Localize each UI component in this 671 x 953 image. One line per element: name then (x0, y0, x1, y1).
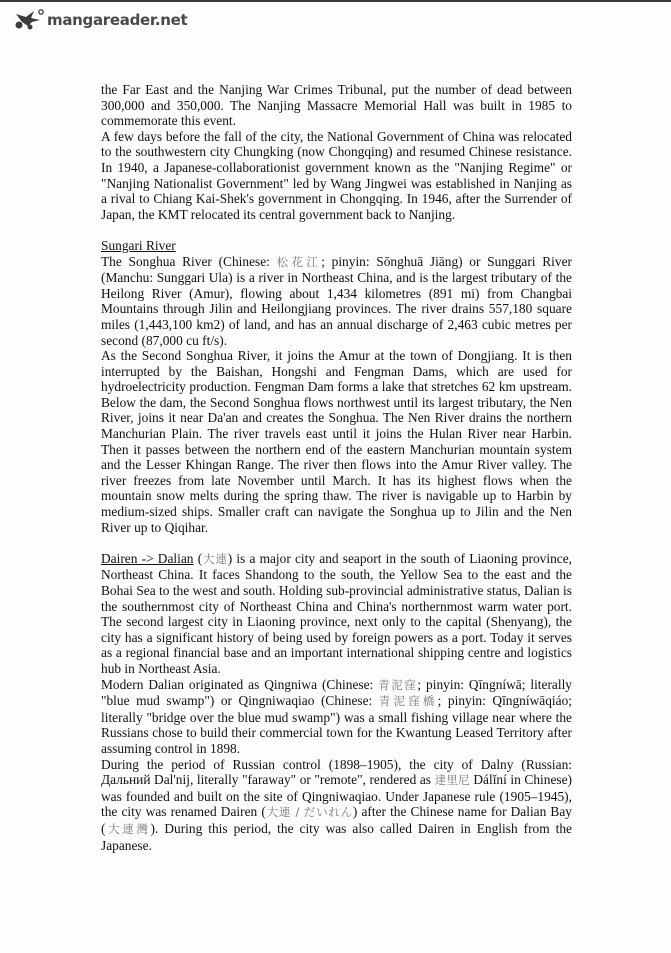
paragraph-second-songhua: As the Second Songhua River, it joins the Amur at the town of Dongjiang. It is then interrupted by the Baishan, Hongshi and Fengman Dams, which are used for hydroelectricity production. Fengman Dam forms a lake that stretches 62 km upstream. Below the dam, the Second Songhua flows northwest until its largest tributary, the Nen River, joins it near Da'an and creates the Songhua. The Nen River drains the northern Manchurian Plain. The river travels east until it joins the Hulan River near Harbin. Then it passes between the northern end of the eastern Manchurian mountain system and the Lesser Khingan Range. The river then flows into the Amur River valley. The river freezes from late November until March. It has its highest flows when the mountain snow melts during the spring thaw. The river is navigable up to Harbin by medium-sized ships. Smaller craft can navigate the Songhua up to Jilin and the Nen River up to Qiqihar. (101, 348, 572, 535)
chinese-text: 大連 / だいれん (265, 805, 353, 820)
section-heading-sungari: Sungari River (101, 237, 176, 253)
text-span: ) after the Chinese name for Dalian Bay ( (101, 804, 573, 836)
site-name: mangareader.net (47, 11, 188, 29)
paragraph-gap (101, 535, 572, 551)
text-span: ( (193, 550, 203, 566)
text-span: Dálǐní in Chinese) was founded and built on the site of Qingniwaqiao. Under Japanese rule (1905–1945), the city was renamed Dairen ( (101, 772, 573, 820)
text-span: ; pinyin: Sōnghuā Jiāng) or Sunggari River (Manchu: Sunggari Ula) is a river in Northeast China, and is the largest tributary of the Heilong River (Amur), flowing about 1,434 kilometres (891 mi) from Changbai Mountains through Jilin and Heilongjiang provinces. The river drains 557,180 square miles (1,443,100 km2) of land, and has an annual discharge of 2,463 cubic metres per second (87,000 cu ft/s). (101, 253, 572, 348)
text-span: ) is a major city and seaport in the south of Liaoning province, Northeast China. It faces Shandong to the south, the Yellow Sea to the east and the Bohai Sea to the west and south. Holding sub-provincial administrative status, Dalian is the southernmost city of Northeast China and China's northernmost warm water port. The second largest city in Liaoning province, next only to the capital (Shenyang), the city has a significant history of being used by foreign powers as a port. Today it serves as a regional financial base and an important international shipping centre and logistics hub in Northeast Asia. (101, 550, 573, 676)
chinese-text: 松花江 (276, 254, 322, 269)
chinese-text: 大連 (202, 551, 228, 566)
paragraph-dalian-russian-japanese (101, 757, 572, 854)
text-span: Modern Dalian originated as Qingniwa (Chinese: (101, 676, 379, 692)
text-span: ; pinyin: Qīngníwāqiáo; literally "bridge over the blue mud swamp") was a small fishing village near where the Russians chose to build their commercial town for the Kwantung Leased Territory after assuming control in 1898. (101, 693, 572, 756)
paragraph-dalian-origin (101, 677, 572, 757)
paragraph-dalian-overview (101, 551, 572, 677)
text-span: The Songhua River (Chinese: (101, 253, 277, 269)
text-span: ). During this period, the city was also called Dairen in English from the Japanese. (101, 820, 573, 853)
paragraph-nanjing-casualties: the Far East and the Nanjing War Crimes Tribunal, put the number of dead between 300,000 and 350,000. The Nanjing Massacre Memorial Hall was built in 1985 to commemorate this event. (101, 82, 572, 129)
site-logo[interactable] (14, 7, 187, 31)
text-span: ; pinyin: Qīngníwā; literally "blue mud swamp") or Qingniwaqiao (Chinese: (101, 676, 573, 709)
paragraph-gap (101, 222, 572, 238)
mangareader-logo-icon (14, 8, 46, 30)
chinese-text: 大連灣 (105, 821, 151, 836)
text-span: During the period of Russian control (1898–1905), the city of Dalny (Russian: Дальний Dal'nij, literally "faraway" or "remote", rendered as (101, 756, 572, 788)
paragraph-nanjing-relocation: A few days before the fall of the city, the National Government of China was relocated to the southwestern city Chungking (now Chongqing) and resumed Chinese resistance. In 1940, a Japanese-collaborationist government known as the "Nanjing Regime" or "Nanjing Nationalist Government" led by Wang Jingwei was established in Nanjing as a rival to Chiang Kai-Shek's government in Chongqing. In 1946, after the Surrender of Japan, the KMT relocated its central government back to Nanjing. (101, 128, 572, 222)
chinese-text: 達里尼 (434, 773, 470, 788)
paragraph-songhua-overview (101, 254, 572, 349)
chinese-text: 青泥窪 (378, 677, 418, 692)
chinese-text: 青泥窪橋 (378, 694, 438, 709)
section-heading-dalian: Dairen -> Dalian (101, 550, 194, 566)
document-page (101, 82, 572, 853)
